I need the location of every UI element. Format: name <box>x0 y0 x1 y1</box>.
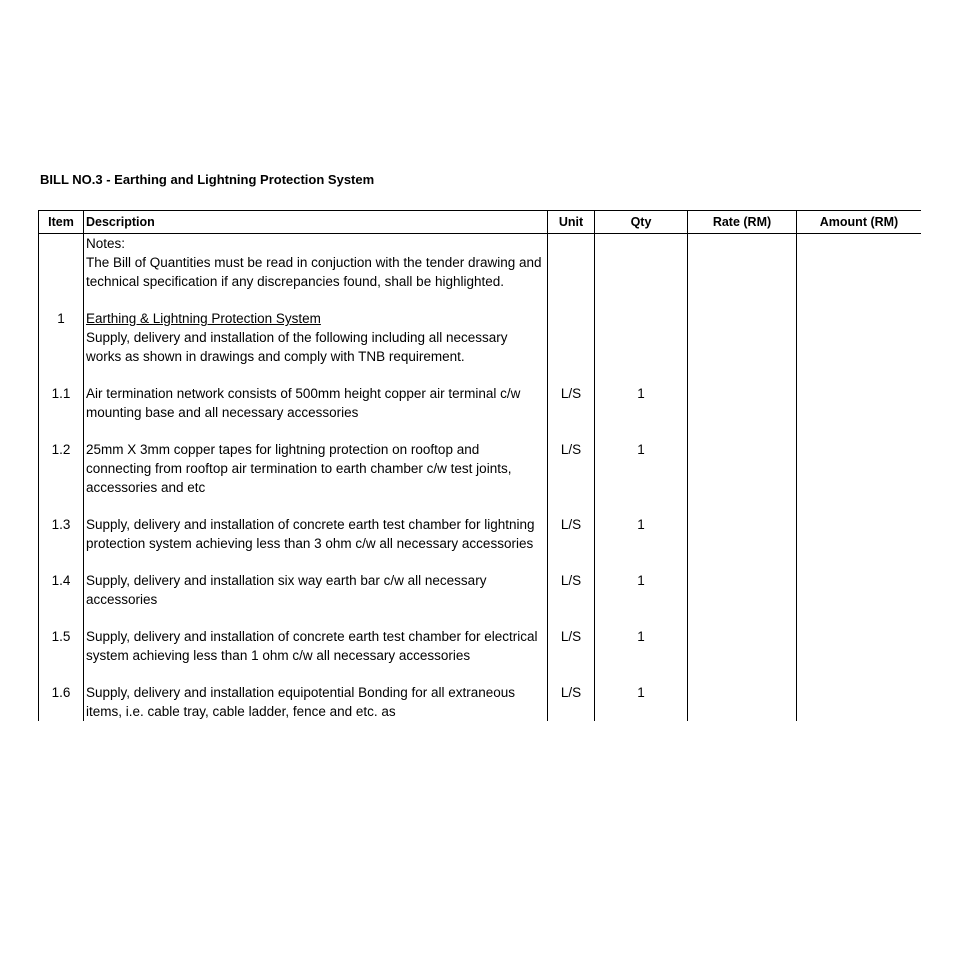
section-row <box>39 309 922 366</box>
row-qty: 1 <box>595 515 688 553</box>
row-amount <box>797 384 922 422</box>
row-amount <box>797 683 922 721</box>
header-row <box>39 211 922 234</box>
row-unit: L/S <box>548 515 595 553</box>
row-qty: 1 <box>595 571 688 609</box>
row-rate <box>688 515 797 553</box>
row-description: Supply, delivery and installation six way earth bar c/w all necessary accessories <box>84 571 548 609</box>
row-amount <box>797 627 922 665</box>
row-rate <box>688 384 797 422</box>
row-item: 1.6 <box>39 683 84 721</box>
row-description: Supply, delivery and installation equipotential Bonding for all extraneous items, i.e. cable tray, cable ladder, fence and etc. as <box>84 683 548 721</box>
row-unit: L/S <box>548 440 595 497</box>
row-amount <box>797 440 922 497</box>
header-qty: Qty <box>595 211 688 234</box>
header-item: Item <box>39 211 84 234</box>
row-unit: L/S <box>548 384 595 422</box>
header-unit: Unit <box>548 211 595 234</box>
header-amount: Amount (RM) <box>797 211 922 234</box>
row-item: 1.5 <box>39 627 84 665</box>
table-row <box>39 440 922 497</box>
row-item: 1.2 <box>39 440 84 497</box>
row-unit: L/S <box>548 627 595 665</box>
notes-text: The Bill of Quantities must be read in conjuction with the tender drawing and technical specification if any discrepancies found, shall be highlighted. <box>86 255 542 289</box>
table-row <box>39 627 922 665</box>
table-row <box>39 571 922 609</box>
row-unit: L/S <box>548 571 595 609</box>
header-rate: Rate (RM) <box>688 211 797 234</box>
row-qty: 1 <box>595 440 688 497</box>
table-row <box>39 683 922 721</box>
row-item: 1.3 <box>39 515 84 553</box>
row-item: 1.4 <box>39 571 84 609</box>
row-rate <box>688 683 797 721</box>
row-qty: 1 <box>595 627 688 665</box>
section-item: 1 <box>39 309 84 366</box>
row-amount <box>797 571 922 609</box>
row-description: Supply, delivery and installation of concrete earth test chamber for electrical system achieving less than 1 ohm c/w all necessary accessories <box>84 627 548 665</box>
row-qty: 1 <box>595 683 688 721</box>
row-description: Supply, delivery and installation of concrete earth test chamber for lightning protection system achieving less than 3 ohm c/w all necessary accessories <box>84 515 548 553</box>
row-rate <box>688 440 797 497</box>
section-heading: Earthing & Lightning Protection System <box>86 311 321 326</box>
bill-table <box>38 210 921 721</box>
table-row <box>39 515 922 553</box>
row-rate <box>688 571 797 609</box>
row-unit: L/S <box>548 683 595 721</box>
notes-row <box>39 234 922 292</box>
bill-title: BILL NO.3 - Earthing and Lightning Protection System <box>40 172 375 187</box>
row-description: 25mm X 3mm copper tapes for lightning protection on rooftop and connecting from rooftop air termination to earth chamber c/w test joints, accessories and etc <box>84 440 548 497</box>
row-amount <box>797 515 922 553</box>
row-rate <box>688 627 797 665</box>
row-qty: 1 <box>595 384 688 422</box>
header-description: Description <box>84 211 548 234</box>
bill-table-container <box>38 210 921 800</box>
notes-label: Notes: <box>86 236 126 251</box>
row-item: 1.1 <box>39 384 84 422</box>
section-text: Supply, delivery and installation of the following including all necessary works as shown in drawings and comply with TNB requirement. <box>86 330 508 364</box>
row-description: Air termination network consists of 500mm height copper air terminal c/w mounting base and all necessary accessories <box>84 384 548 422</box>
table-row <box>39 384 922 422</box>
